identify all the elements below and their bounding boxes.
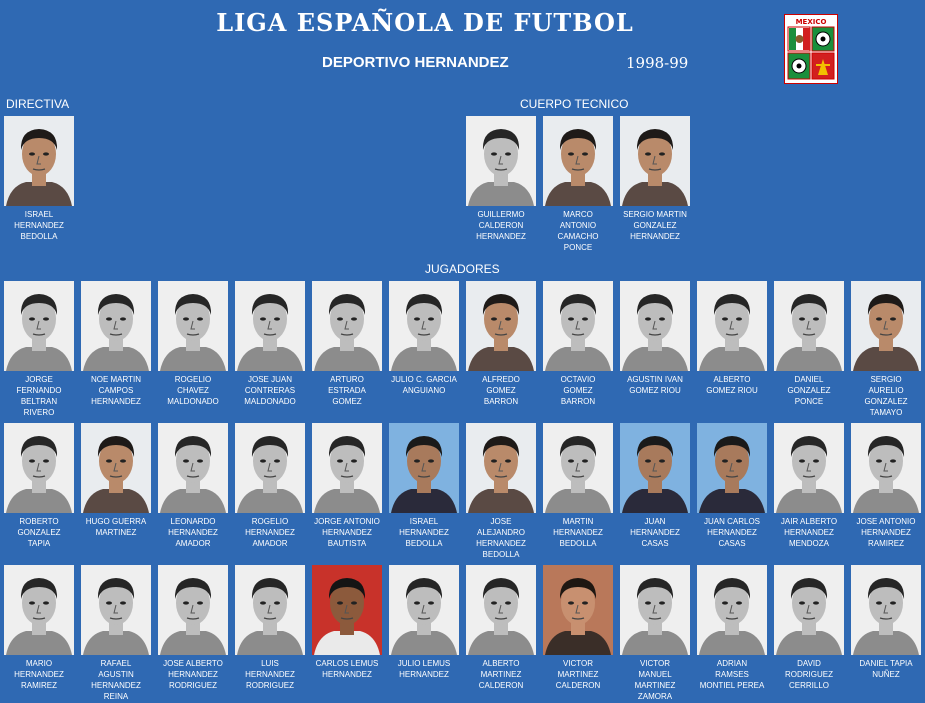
person-card [463,281,539,407]
person-name: RAFAEL AGUSTIN HERNANDEZ REINA [91,659,141,701]
jugadores-heading: JUGADORES [425,262,500,276]
person-card [463,423,539,560]
person-name: ROGELIO HERNANDEZ AMADOR [245,517,295,548]
person-card [232,423,308,549]
person-name: ALBERTO GOMEZ RIOU [706,375,758,395]
person-name: ROBERTO GONZALEZ TAPIA [17,517,61,548]
person-name: CARLOS LEMUS HERNANDEZ [315,659,379,679]
person-card [848,423,924,549]
person-photo [312,281,382,371]
person-card [309,423,385,549]
person-name: MARIO HERNANDEZ RAMIREZ [14,659,64,690]
person-photo [543,116,613,206]
person-photo [466,565,536,655]
person-name: JULIO LEMUS HERNANDEZ [397,659,451,679]
person-name: MARCO ANTONIO CAMACHO PONCE [557,210,599,252]
person-name: JULIO C. GARCIA ANGUIANO [391,375,457,395]
person-card [540,423,616,549]
person-card [540,281,616,407]
person-name: DANIEL TAPIA NUÑEZ [859,659,913,679]
person-photo [4,116,74,206]
person-card [463,116,539,242]
person-photo [620,281,690,371]
person-name: JAIR ALBERTO HERNANDEZ MENDOZA [780,517,838,548]
person-photo [697,423,767,513]
person-card [771,565,847,691]
person-card [1,565,77,691]
person-card [694,565,770,691]
person-name: DANIEL GONZALEZ PONCE [787,375,831,406]
person-card [694,423,770,549]
person-card [771,281,847,407]
person-photo [81,281,151,371]
person-photo [851,423,921,513]
person-card [386,565,462,680]
person-name: ROGELIO CHAVEZ MALDONADO [167,375,219,406]
person-card [386,423,462,549]
person-card [540,565,616,691]
person-name: JOSE ALBERTO HERNANDEZ RODRIGUEZ [163,659,223,690]
person-photo [466,423,536,513]
person-name: NOE MARTIN CAMPOS HERNANDEZ [90,375,142,406]
person-photo [851,281,921,371]
person-name: DAVID RODRIGUEZ CERRILLO [785,659,833,690]
person-name: SERGIO MARTIN GONZALEZ HERNANDEZ [623,210,687,241]
person-name: VICTOR MARTINEZ CALDERON [555,659,601,690]
person-name: ALBERTO MARTINEZ CALDERON [478,659,524,690]
team-name: DEPORTIVO HERNANDEZ [322,54,509,71]
person-card [540,116,616,253]
person-photo [158,281,228,371]
person-photo [81,565,151,655]
person-photo [851,565,921,655]
person-name: JUAN CARLOS HERNANDEZ CASAS [703,517,760,548]
person-name: ISRAEL HERNANDEZ BEDOLLA [399,517,449,548]
person-name: SERGIO AURELIO GONZALEZ TAMAYO [864,375,908,417]
person-card [232,565,308,691]
person-card [848,565,924,680]
person-photo [312,423,382,513]
person-name: ISRAEL HERNANDEZ BEDOLLA [14,210,64,241]
person-card [617,565,693,702]
person-card [78,565,154,702]
person-photo [235,281,305,371]
person-photo [4,565,74,655]
person-card [155,423,231,549]
person-photo [774,565,844,655]
person-name: JOSE ANTONIO HERNANDEZ RAMIREZ [856,517,916,548]
person-photo [543,423,613,513]
person-name: MARTIN HERNANDEZ BEDOLLA [553,517,603,548]
person-card [771,423,847,549]
person-card [1,281,77,418]
person-name: ARTURO ESTRADA GOMEZ [328,375,366,406]
person-card [463,565,539,691]
person-photo [697,281,767,371]
person-photo [4,281,74,371]
person-name: AGUSTIN IVAN GOMEZ RIOU [627,375,683,395]
person-name: ALFREDO GOMEZ BARRON [482,375,520,406]
person-name: GUILLERMO CALDERON HERNANDEZ [476,210,526,241]
person-card [848,281,924,418]
person-photo [543,281,613,371]
person-photo [620,565,690,655]
directiva-heading: DIRECTIVA [6,97,70,111]
person-card [1,423,77,549]
person-photo [235,565,305,655]
person-card [1,116,77,242]
cuerpo-tecnico-heading: CUERPO TECNICO [520,97,629,111]
person-name: JOSE JUAN CONTRERAS MALDONADO [244,375,296,406]
season-label: 1998-99 [626,54,689,72]
person-name: ADRIAN RAMSES MONTIEL PEREA [699,659,765,690]
person-card [617,281,693,396]
person-photo [158,423,228,513]
page-title: LIGA ESPAÑOLA DE FUTBOL [216,8,634,37]
person-photo [466,116,536,206]
person-card [617,116,693,242]
person-card [386,281,462,396]
person-photo [620,116,690,206]
person-photo [312,565,382,655]
person-card [309,565,385,680]
person-name: JORGE FERNANDO BELTRAN RIVERO [16,375,62,417]
person-photo [389,565,459,655]
person-card [78,423,154,538]
person-photo [466,281,536,371]
person-photo [697,565,767,655]
person-card [232,281,308,407]
mexico-crest-logo [784,14,838,84]
person-name: JUAN HERNANDEZ CASAS [630,517,680,548]
person-photo [4,423,74,513]
person-name: JOSE ALEJANDRO HERNANDEZ BEDOLLA [476,517,526,559]
person-name: JORGE ANTONIO HERNANDEZ BAUTISTA [314,517,380,548]
person-name: HUGO GUERRA MARTINEZ [85,517,147,537]
person-name: LUIS HERNANDEZ RODRIGUEZ [245,659,295,690]
person-photo [235,423,305,513]
person-card [694,281,770,396]
person-photo [389,423,459,513]
person-photo [389,281,459,371]
person-card [155,281,231,407]
person-card [309,281,385,407]
person-photo [158,565,228,655]
person-name: LEONARDO HERNANDEZ AMADOR [168,517,218,548]
person-photo [620,423,690,513]
person-name: VICTOR MANUEL MARTINEZ ZAMORA [634,659,676,701]
person-card [155,565,231,691]
person-card [78,281,154,407]
crest-text: MEXICO [795,18,827,26]
person-card [617,423,693,549]
person-photo [774,281,844,371]
person-photo [81,423,151,513]
person-photo [774,423,844,513]
person-name: OCTAVIO GOMEZ BARRON [560,375,596,406]
person-photo [543,565,613,655]
